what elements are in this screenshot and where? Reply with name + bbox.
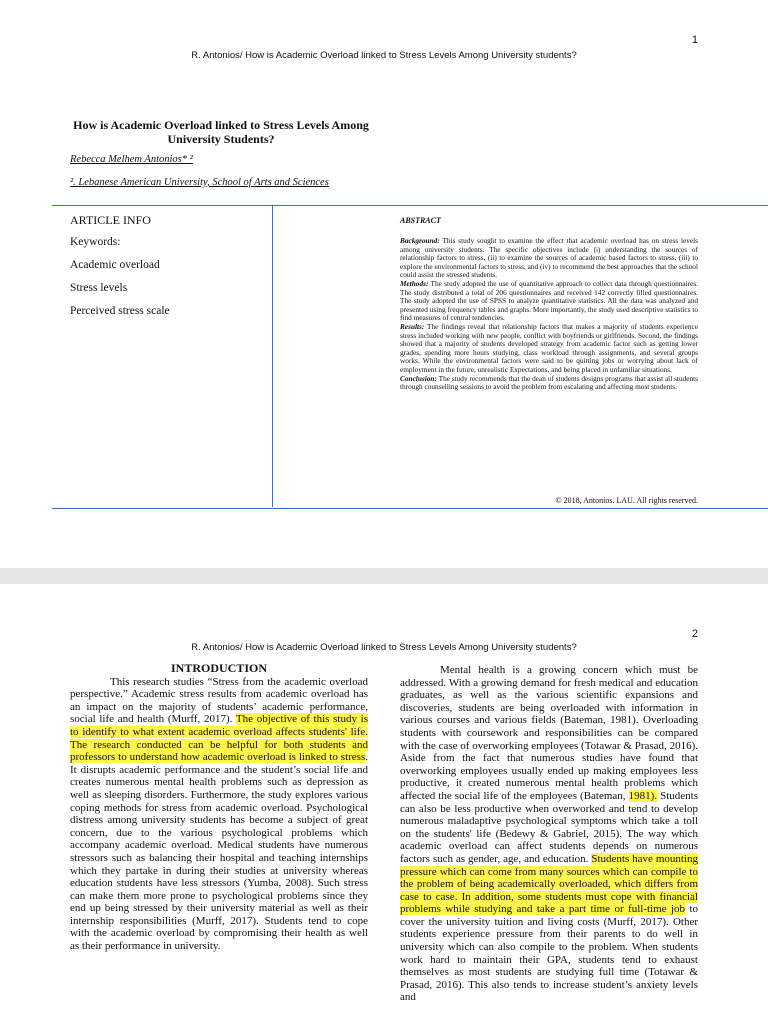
highlight: 1981). (628, 789, 658, 802)
abstract-heading: ABSTRACT (400, 216, 441, 225)
author: Rebecca Melhem Antonios* ² (70, 154, 193, 165)
left-column (70, 662, 368, 953)
keyword: Academic overload (70, 259, 160, 271)
introduction-heading: INTRODUCTION (170, 661, 267, 675)
abstract-methods: Methods: The study adopted the use of quantitative approach to collect data through questionnaires. The study distributed a total of 206 questionnaires and received 142 correctly filled questionnaires. The study adopted the use of SPSS to analyze quantitative statistics. All the data was analyzed and presented using frequency tables and graphs. More importantly, the study used descriptive statistics to find measures of central tendencies. (400, 278, 698, 323)
page-number: 2 (691, 628, 698, 640)
right-column (400, 664, 698, 1004)
running-header: R. Antonios/ How is Academic Overload linked to Stress Levels Among University students? (191, 50, 577, 61)
intro-paragraph: This research studies “Stress from the academic overload perspective.” Academic stress results from academic overload has an impact on the majority of students’ academic performance, social life and health (Murff, 2017). The objective of this study is to identify to what extent academic overload affects students' life. The research conducted can be helpful for both students and professors to understand how academic overload is linked to stress. It disrupts academic performance and the student’s social life and creates numerous mental health problems such as depression as well as sleeping disorders. Furthermore, the study explores various coping methods for stress from academic overload. Psychological distress among university students has become a subject of great concern, due to the various psychological problems which accompany academic overload. Medical students have numerous stressors such as balancing their hospital and teaching internships which they partake in during their studies at university whereas education students have less stressors (Yumba, 2008). Such stress can make them more prone to psychological problems since they end up being stressed by their university material as well as their internship responsibilities (Murff, 2017). Students tend to cope with the academic overload by compromising their health as well as their performance in university. (70, 675, 368, 953)
abstract-conclusion: Conclusion: The study recommends that the dean of students designs programs that assist all students through counselling sessions to avoid the problem from escalating and affecting most students. (400, 373, 698, 392)
highlight: Students have mounting pressure which can come from many sources which can compile to the problem of being academically overloaded, which differs from case to case. In addition, some students must cope with financial problems while studying and take a part time or full-time job (400, 852, 698, 916)
column-divider (272, 205, 273, 507)
page-number: 1 (691, 34, 698, 46)
highlight: The objective of this study is to identify to what extent academic overload affects students' life. The research conducted can be helpful for both students and professors to understand how academic overload is linked to stress (70, 713, 368, 764)
keyword: Stress levels (70, 282, 128, 294)
bottom-rule (52, 508, 768, 509)
running-header: R. Antonios/ How is Academic Overload linked to Stress Levels Among University students? (191, 642, 577, 653)
top-rule (52, 205, 768, 206)
paper-title: How is Academic Overload linked to Stress Levels Among University Students? (73, 118, 369, 146)
page-2 (0, 584, 768, 1024)
abstract-background: Background: This study sought to examine the effect that academic overload has on stress levels among university students. The specific objectives include (i) understanding the sources of relationship factors to stress, (ii) to examine the sources of academic based factors to stress, (iii) to explore the environmental factors to stress, and (iv) to recommend the best approaches that the school could assist the stressed students. (400, 236, 698, 280)
abstract-results: Results: The findings reveal that relationship factors that makes a majority of students experience stress included working with new people, conflict with boyfriends or girlfriends. Second, the findings showed that a majority of students developed strategy from academic factor such as getting lower grades, spending more hours studying, class workload through assignments, and several groups works. While the environmental factors were said to be quitting jobs or worrying about lack of employment in the future, unrealistic Expectations, and being placed in unfamiliar situations. (400, 321, 698, 374)
affiliation: ². Lebanese American University, School of Arts and Sciences (70, 177, 329, 188)
copyright: © 2018, Antonios. LAU. All rights reserved. (555, 496, 698, 505)
keyword: Perceived stress scale (70, 305, 170, 317)
keywords-label: Keywords: (70, 236, 121, 248)
article-info-heading: ARTICLE INFO (70, 213, 151, 227)
abstract-body (400, 237, 698, 392)
mental-health-paragraph: Mental health is a growing concern which must be addressed. With a growing demand for fresh medical and education graduates, as well as the various scientific expansions and discoveries, students are being overloaded with information in various courses and various fields (Bateman, 1981). Overloading students with coursework and responsibilities can be compared with the case of overworking employees (Totawar & Prasad, 2016). Aside from the fact that numerous studies have found that overworking employees usually ended up making employees less productive, it created numerous mental health problems which affected the social life of the employees (Bateman, 1981). Students can also be less productive when overworked and tend to develop numerous maladaptive psychological symptoms which take a toll on the students' life (Bedewy & Gabriel, 2015). The way which academic overload can affect students depends on numerous factors such as gender, age, and education. Students have mounting pressure which can come from many sources which can compile to the problem of being academically overloaded, which differs from case to case. In addition, some students must cope with financial problems while studying and take a part time or full-time job to cover the university tuition and living costs (Murff, 2017). Other students experience pressure from their parents to do well in university which can also compile to the problem. When students work hard to maintain their GPA, students tend to exhaust themselves as most students are studying full time (Totawar & Prasad, 2016). This also tends to increase student’s anxiety levels and (400, 664, 699, 1004)
